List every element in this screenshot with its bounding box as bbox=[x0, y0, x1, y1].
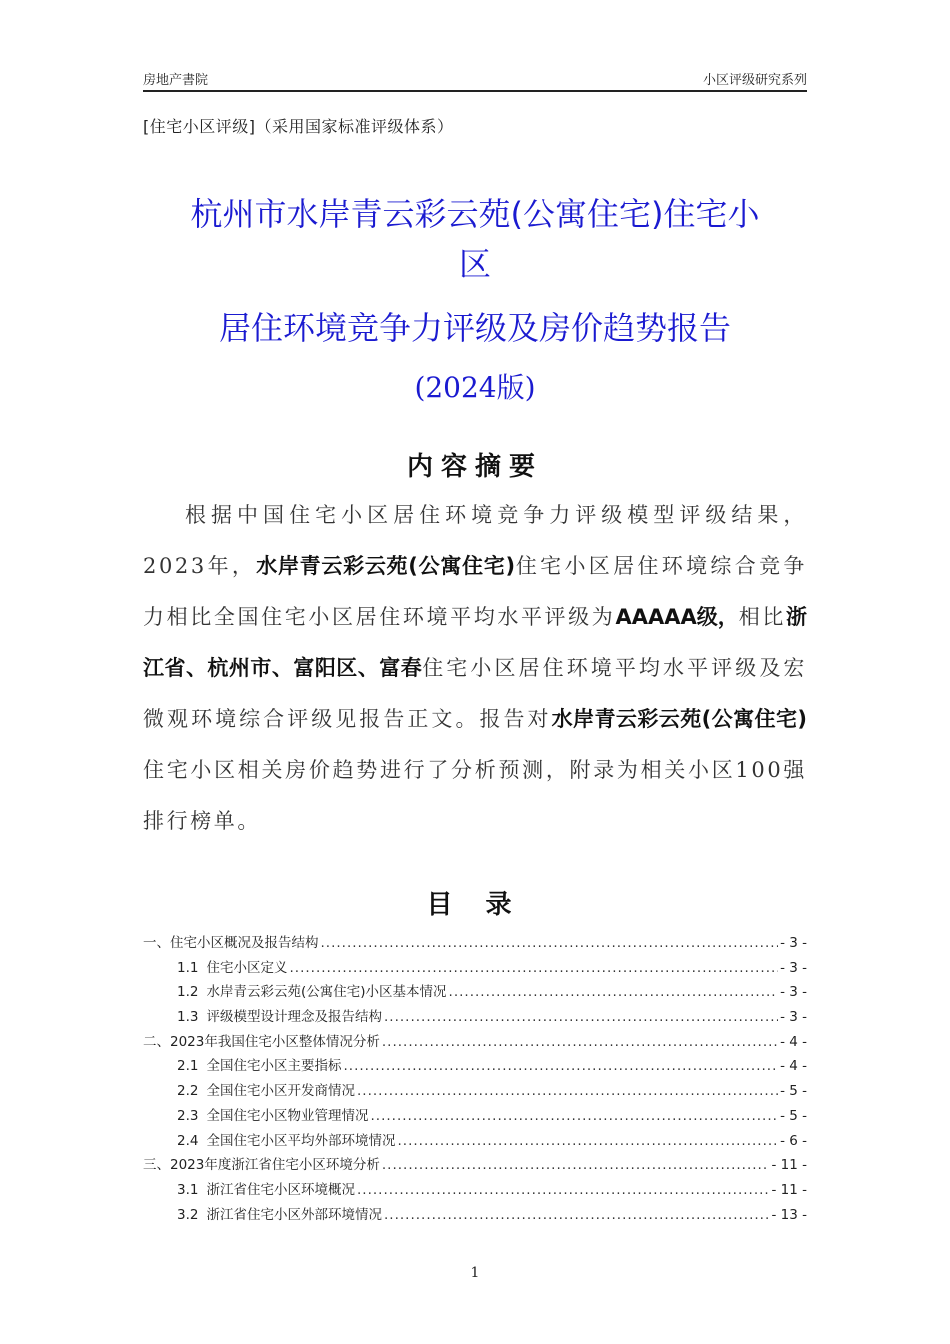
abstract-bold-community: 水岸青云彩云苑(公寓住宅) bbox=[256, 554, 516, 578]
toc-dot-leader bbox=[321, 931, 779, 956]
abstract-bold-community: 水岸青云彩云苑(公寓住宅) bbox=[551, 707, 807, 731]
abstract-text: 住宅小区居住环境综合竞争力相比全国住宅小区居住环境平均水平评级为 bbox=[143, 554, 807, 629]
toc-label: 3.1 浙江省住宅小区环境概况 bbox=[177, 1181, 355, 1198]
toc-dot-leader bbox=[357, 1178, 770, 1203]
toc-label: 一、住宅小区概况及报告结构 bbox=[143, 935, 319, 951]
toc-page-number: - 6 - bbox=[780, 1132, 807, 1149]
toc-page-number: - 4 - bbox=[780, 1033, 807, 1050]
running-header bbox=[143, 66, 807, 92]
header-publisher: 房地产書院 bbox=[143, 73, 209, 88]
toc-entry[interactable] bbox=[143, 980, 807, 1005]
toc-heading: 目 录 bbox=[426, 890, 524, 920]
abstract-text: 住宅小区相关房价趋势进行了分析预测，附录为相关小区100强排行榜单。 bbox=[143, 758, 807, 833]
title-line-2: 区 bbox=[458, 245, 491, 283]
toc-page-number: - 4 - bbox=[780, 1058, 807, 1075]
page-number: 1 bbox=[470, 1265, 480, 1281]
toc-page-number: - 3 - bbox=[780, 984, 807, 1001]
toc-label: 三、2023年度浙江省住宅小区环境分析 bbox=[143, 1157, 380, 1174]
toc-label: 二、2023年我国住宅小区整体情况分析 bbox=[143, 1033, 380, 1050]
abstract-bold-rating: AAAAA级， bbox=[615, 605, 739, 629]
category-line: [住宅小区评级]（采用国家标准评级体系） bbox=[143, 117, 454, 136]
toc-dot-leader bbox=[289, 956, 778, 981]
toc-page-number: - 11 - bbox=[771, 1157, 807, 1174]
toc-entry[interactable] bbox=[143, 931, 807, 956]
toc-dot-leader bbox=[397, 1129, 778, 1154]
header-series: 小区评级研究系列 bbox=[702, 73, 807, 88]
toc-entry[interactable] bbox=[143, 1129, 807, 1154]
toc-label: 1.3 评级模型设计理念及报告结构 bbox=[177, 1009, 382, 1026]
toc-entry[interactable] bbox=[143, 1153, 807, 1178]
toc-page-number: - 11 - bbox=[771, 1181, 807, 1198]
toc-page-number: - 5 - bbox=[780, 1107, 807, 1124]
abstract-paragraph bbox=[143, 490, 807, 847]
title-edition: (2024版) bbox=[414, 371, 536, 404]
toc-dot-leader bbox=[449, 980, 779, 1005]
toc-page-number: - 3 - bbox=[780, 959, 807, 976]
title-line-1: 杭州市水岸青云彩云苑(公寓住宅)住宅小 bbox=[190, 195, 760, 233]
toc-label: 1.1 住宅小区定义 bbox=[177, 959, 288, 976]
toc-entry[interactable] bbox=[143, 1203, 807, 1228]
toc-dot-leader bbox=[343, 1054, 778, 1079]
toc-dot-leader bbox=[384, 1203, 770, 1228]
toc-entry[interactable] bbox=[143, 1005, 807, 1030]
toc-label: 2.1 全国住宅小区主要指标 bbox=[177, 1058, 342, 1075]
abstract-heading: 内容摘要 bbox=[406, 452, 543, 482]
toc-label: 2.2 全国住宅小区开发商情况 bbox=[177, 1083, 355, 1100]
toc-dot-leader bbox=[370, 1104, 778, 1129]
toc-dot-leader bbox=[384, 1005, 778, 1030]
toc-entry[interactable] bbox=[143, 1079, 807, 1104]
toc-label: 3.2 浙江省住宅小区外部环境情况 bbox=[177, 1206, 382, 1223]
abstract-text: 相比 bbox=[738, 605, 787, 629]
toc-page-number: - 3 - bbox=[780, 935, 807, 951]
toc-label: 2.3 全国住宅小区物业管理情况 bbox=[177, 1107, 369, 1124]
abstract-bold-regions: 浙江省、杭州市、富阳区、富春 bbox=[143, 605, 808, 680]
toc-dot-leader bbox=[382, 1030, 778, 1055]
toc-entry[interactable] bbox=[143, 1104, 807, 1129]
toc-page-number: - 5 - bbox=[780, 1083, 807, 1100]
toc-entry[interactable] bbox=[143, 1054, 807, 1079]
abstract-text: 根据中国住宅小区居住环境竞争力评级模型评级结果，2023年， bbox=[143, 503, 807, 578]
title-line-3: 居住环境竞争力评级及房价趋势报告 bbox=[218, 309, 731, 347]
toc-entry[interactable] bbox=[143, 1030, 807, 1055]
toc-label: 1.2 水岸青云彩云苑(公寓住宅)小区基本情况 bbox=[177, 984, 447, 1001]
toc-dot-leader bbox=[382, 1153, 770, 1178]
toc-entry[interactable] bbox=[143, 1178, 807, 1203]
toc-page-number: - 13 - bbox=[771, 1206, 807, 1223]
toc-page-number: - 3 - bbox=[780, 1009, 807, 1026]
toc-label: 2.4 全国住宅小区平均外部环境情况 bbox=[177, 1132, 396, 1149]
toc-dot-leader bbox=[357, 1079, 778, 1104]
abstract-text: 住宅小区居住环境平均水平评级及宏微观环境综合评级见报告正文。报告对 bbox=[143, 656, 807, 731]
report-title bbox=[143, 190, 807, 414]
table-of-contents bbox=[143, 931, 807, 1227]
toc-entry[interactable] bbox=[143, 956, 807, 981]
